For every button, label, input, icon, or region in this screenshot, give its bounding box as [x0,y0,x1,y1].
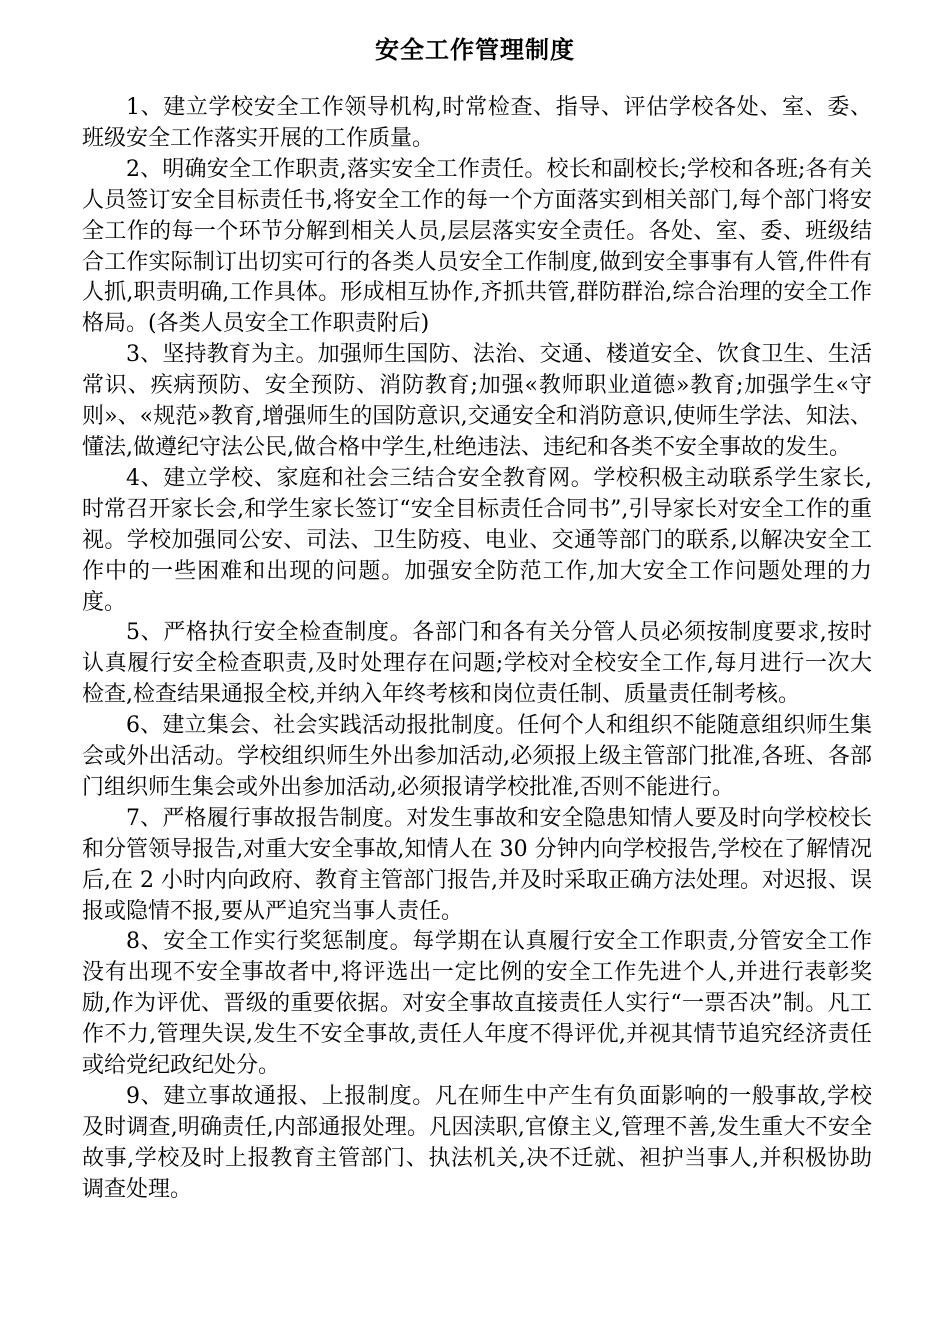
paragraph-8: 8、安全工作实行奖惩制度。每学期在认真履行安全工作职责,分管安全工作没有出现不安全事故者中,将评选出一定比例的安全工作先进个人,并进行表彰奖励,作为评优、晋级的重要依据。对安全事故直接责任人实行“一票否决”制。凡工作不力,管理失误,发生不安全事故,责任人年度不得评优,并视其情节追究经济责任或给党纪政纪处分。 [82,929,872,1079]
document-title: 安全工作管理制度 [375,36,575,64]
paragraph-9: 9、建立事故通报、上报制度。凡在师生中产生有负面影响的一般事故,学校及时调查,明确责任,内部通报处理。凡因渎职,官僚主义,管理不善,发生重大不安全故事,学校及时上报教育主管部门、执法机关,决不迁就、袒护当事人,并积极协助调查处理。 [82,1084,872,1202]
paragraph-2: 2、明确安全工作职责,落实安全工作责任。校长和副校长;学校和各班;各有关人员签订安全目标责任书,将安全工作的每一个方面落实到相关部门,每个部门将安全工作的每一个环节分解到相关人员,层层落实安全责任。各处、室、委、班级结合工作实际制订出切实可行的各类人员安全工作制度,做到安全事事有人管,件件有人抓,职责明确,工作具体。形成相互协作,齐抓共管,群防群治,综合治理的安全工作格局。(各类人员安全工作职责附后) [82,156,872,337]
paragraph-6: 6、建立集会、社会实践活动报批制度。任何个人和组织不能随意组织师生集会或外出活动。学校组织师生外出参加活动,必须报上级主管部门批准,各班、各部门组织师生集会或外出参加活动,必须报请学校批准,否则不能进行。 [82,713,872,800]
document-body [82,93,872,1206]
paragraph-3: 3、坚持教育为主。加强师生国防、法治、交通、楼道安全、饮食卫生、生活常识、疾病预防、安全预防、消防教育;加强«教师职业道德»教育;加强学生«守则»、«规范»教育,增强师生的国防意识,交通安全和消防意识,使师生学法、知法、懂法,做遵纪守法公民,做合格中学生,杜绝违法、违纪和各类不安全事故的发生。 [82,342,872,460]
paragraph-1: 1、建立学校安全工作领导机构,时常检查、指导、评估学校各处、室、委、班级安全工作落实开展的工作质量。 [82,95,872,151]
paragraph-4: 4、建立学校、家庭和社会三结合安全教育网。学校积极主动联系学生家长,时常召开家长会,和学生家长签订“安全目标责任合同书”,引导家长对安全工作的重视。学校加强同公安、司法、卫生防疫、电业、交通等部门的联系,以解决安全工作中的一些困难和出现的问题。加强安全防范工作,加大安全工作问题处理的力度。 [82,465,872,615]
paragraph-5: 5、严格执行安全检查制度。各部门和各有关分管人员必须按制度要求,按时认真履行安全检查职责,及时处理存在问题;学校对全校安全工作,每月进行一次大检查,检查结果通报全校,并纳入年终考核和岗位责任制、质量责任制考核。 [82,620,872,708]
paragraph-7: 7、严格履行事故报告制度。对发生事故和安全隐患知情人要及时向学校校长和分管领导报告,对重大安全事故,知情人在 30 分钟内向学校报告,学校在了解情况后,在 2 小时内向政府、教育主管部门报告,并及时采取正确方法处理。对迟报、误报或隐情不报,要从严追究当事人责任。 [82,805,872,924]
